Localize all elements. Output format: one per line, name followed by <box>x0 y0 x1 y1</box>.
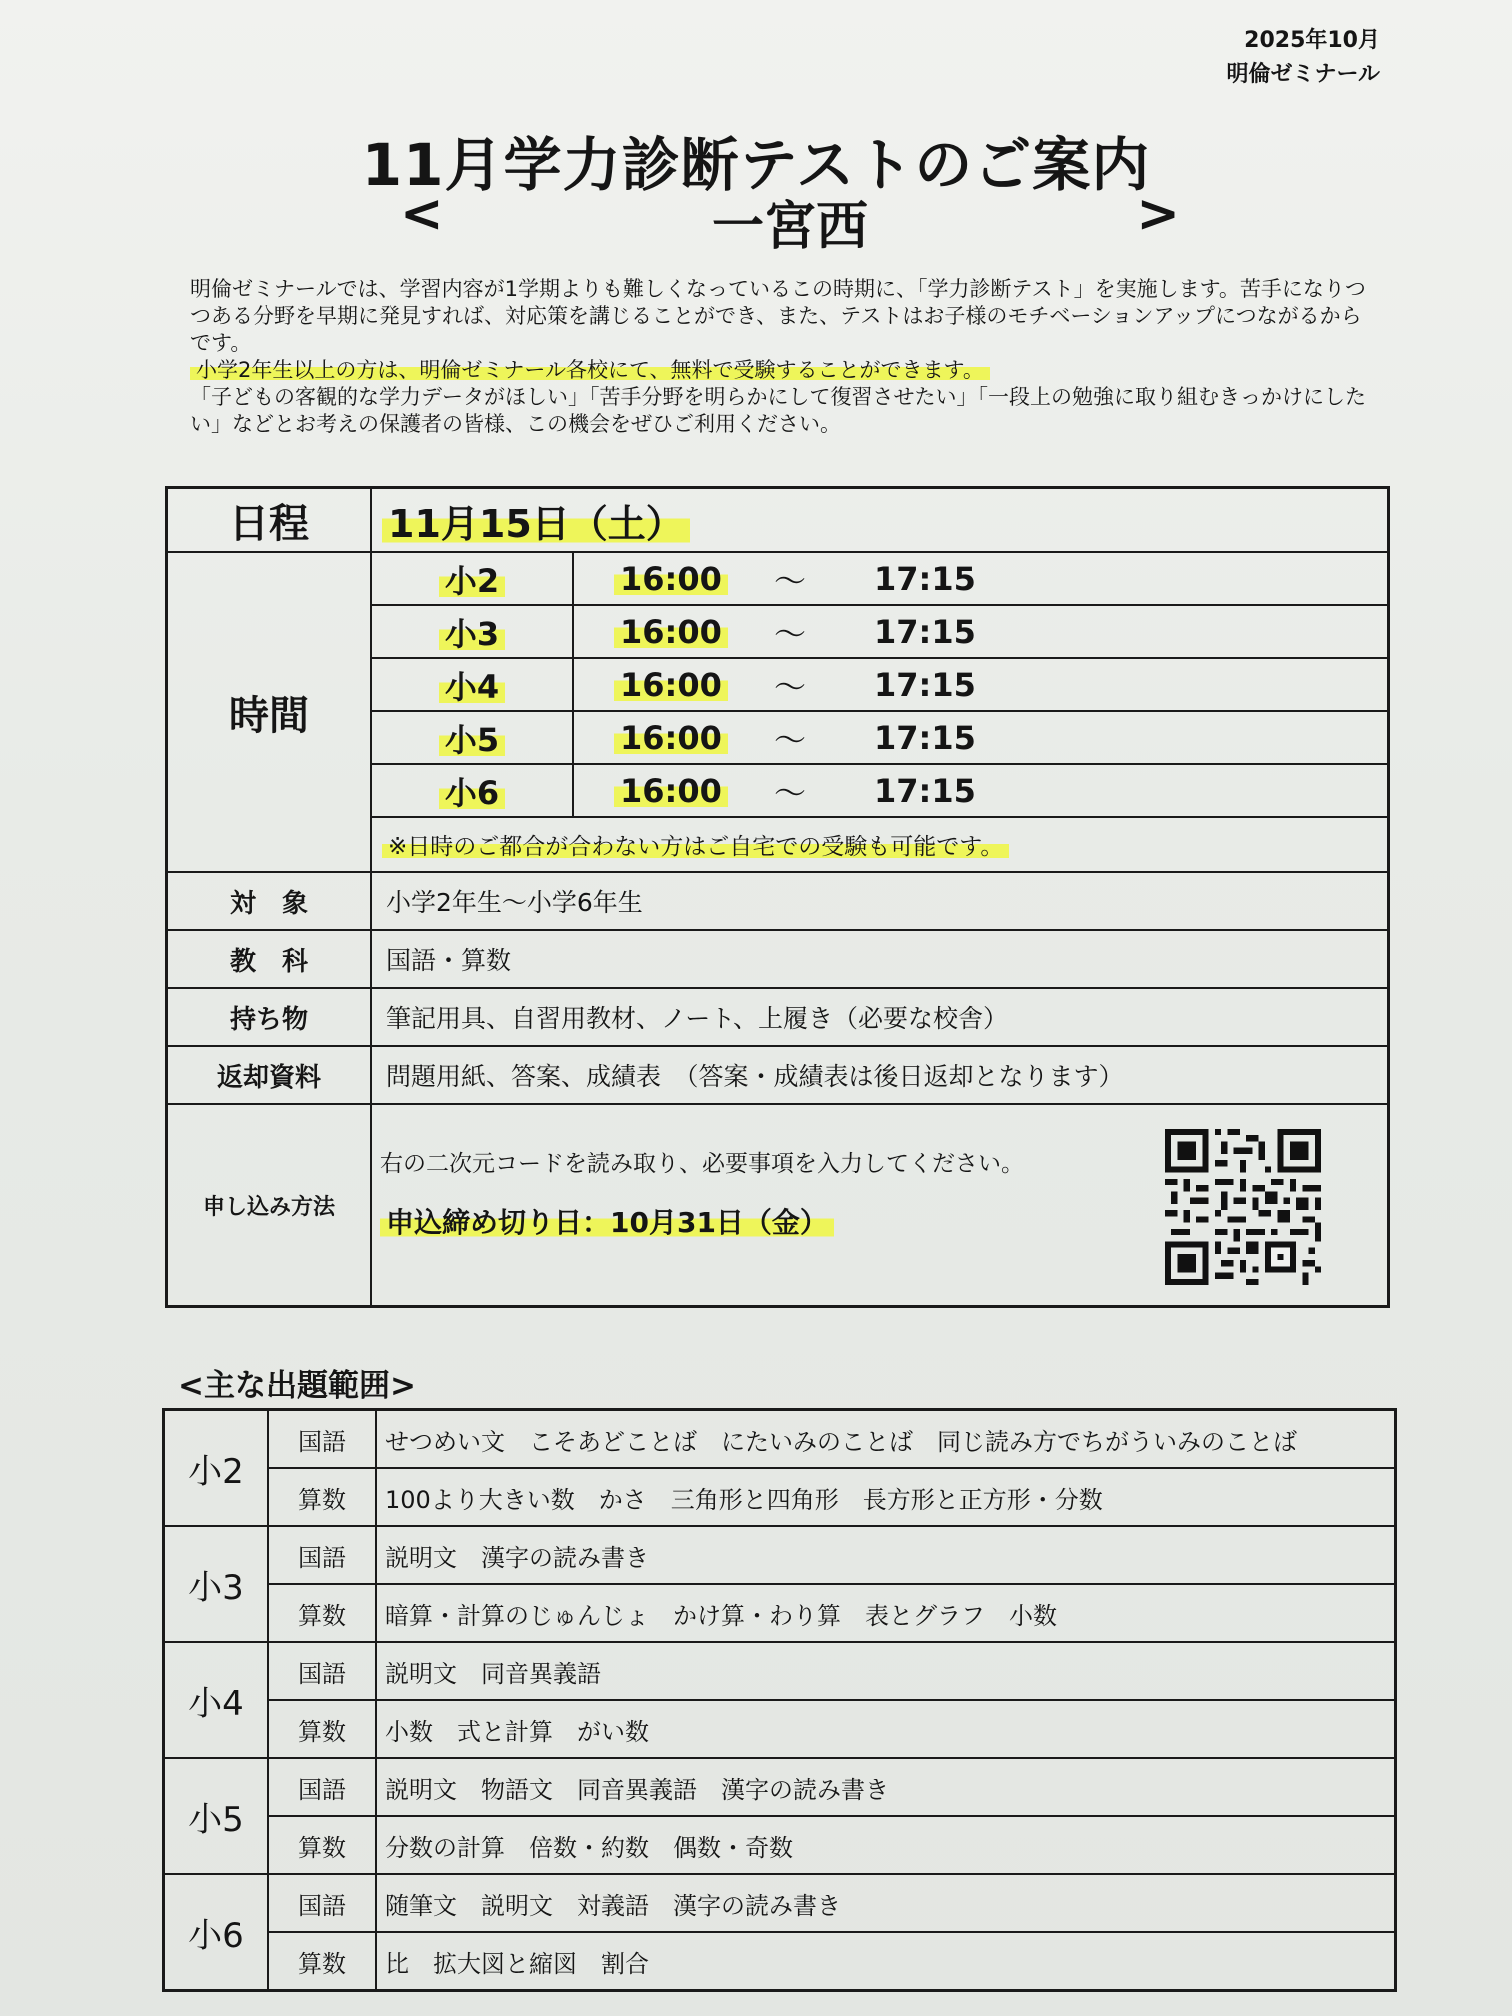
range-topics: 説明文 物語文 同音異義語 漢字の読み書き <box>376 1758 1396 1816</box>
time-start: 16:00 <box>573 658 774 711</box>
header-meta <box>1226 24 1380 92</box>
issue-date: 2025年10月 <box>1244 28 1380 53</box>
range-topics: 随筆文 説明文 対義語 漢字の読み書き <box>376 1874 1396 1932</box>
range-grade: 小4 <box>164 1642 269 1758</box>
range-subject: 国語 <box>268 1410 376 1469</box>
range-topics: 100より大きい数 かさ 三角形と四角形 長方形と正方形・分数 <box>376 1468 1396 1526</box>
range-subject: 国語 <box>268 1874 376 1932</box>
page-title: 11月学力診断テストのご案内 <box>361 131 1151 199</box>
time-row <box>167 552 1389 872</box>
range-subject: 国語 <box>268 1758 376 1816</box>
time-row-item <box>372 605 1387 658</box>
apply-deadline <box>380 1201 834 1241</box>
range-subject: 算数 <box>268 1932 376 1991</box>
time-end: 17:15 <box>874 711 1387 764</box>
range-heading: <主な出題範囲> <box>178 1368 416 1404</box>
range-grade: 小2 <box>164 1410 269 1527</box>
time-separator: ～ <box>774 553 874 605</box>
range-row <box>164 1468 1396 1526</box>
date-label: 日程 <box>167 488 372 553</box>
subject-label: 教 科 <box>167 930 372 988</box>
return-value: 問題用紙、答案、成績表 （答案・成績表は後日返却となります） <box>371 1046 1389 1104</box>
school-subtitle <box>400 184 1180 257</box>
school-name: 一宮西 <box>711 197 868 257</box>
range-topics: 説明文 同音異義語 <box>376 1642 1396 1700</box>
range-grade: 小6 <box>164 1874 269 1991</box>
range-topics: 説明文 漢字の読み書き <box>376 1526 1396 1584</box>
apply-label: 申し込み方法 <box>167 1104 372 1307</box>
apply-row <box>167 1104 1389 1307</box>
range-subject: 国語 <box>268 1526 376 1584</box>
range-topics: 暗算・計算のじゅんじょ かけ算・わり算 表とグラフ 小数 <box>376 1584 1396 1642</box>
time-start: 16:00 <box>573 711 774 764</box>
range-topics: 比 拡大図と縮図 割合 <box>376 1932 1396 1991</box>
date-value: 11月15日（土） <box>382 502 690 546</box>
organization-name: 明倫ゼミナール <box>1226 62 1380 87</box>
range-subject: 算数 <box>268 1816 376 1874</box>
date-value-cell <box>371 488 1389 553</box>
subject-row <box>167 930 1389 988</box>
time-start: 16:00 <box>573 764 774 817</box>
time-separator: ～ <box>774 764 874 817</box>
range-subject: 算数 <box>268 1584 376 1642</box>
time-grid <box>372 553 1387 818</box>
time-grade: 小3 <box>372 605 573 658</box>
time-separator: ～ <box>774 711 874 764</box>
time-row-item <box>372 711 1387 764</box>
range-topics: せつめい文 こそあどことば にたいみのことば 同じ読み方でちがういみのことば <box>376 1410 1396 1469</box>
range-row <box>164 1874 1396 1932</box>
subject-value: 国語・算数 <box>371 930 1389 988</box>
items-value: 筆記用具、自習用教材、ノート、上履き（必要な校舎） <box>371 988 1389 1046</box>
range-row <box>164 1410 1396 1469</box>
left-bracket: < <box>400 184 444 244</box>
time-grade: 小6 <box>372 764 573 817</box>
range-topics: 分数の計算 倍数・約数 偶数・奇数 <box>376 1816 1396 1874</box>
time-grade: 小5 <box>372 711 573 764</box>
intro-text <box>190 276 1370 438</box>
time-grade: 小4 <box>372 658 573 711</box>
time-end: 17:15 <box>874 658 1387 711</box>
intro-paragraph-3: 「子どもの客観的な学力データがほしい」「苦手分野を明らかにして復習させたい」「一段上の勉強に取り組むきっかけにしたい」などとお考えの保護者の皆様、この機会をぜひご利用ください。 <box>190 385 1366 436</box>
range-subject: 国語 <box>268 1642 376 1700</box>
date-row <box>167 488 1389 553</box>
right-bracket: > <box>1136 184 1180 244</box>
apply-cell <box>371 1104 1389 1307</box>
time-start: 16:00 <box>573 605 774 658</box>
time-separator: ～ <box>774 658 874 711</box>
time-separator: ～ <box>774 605 874 658</box>
intro-highlight: 小学2年生以上の方は、明倫ゼミナール各校にて、無料で受験することができます。 <box>190 358 990 382</box>
time-start: 16:00 <box>573 553 774 605</box>
time-end: 17:15 <box>874 553 1387 605</box>
time-grade: 小2 <box>372 553 573 605</box>
apply-instructions: 右の二次元コードを読み取り、必要事項を入力してください。 <box>380 1151 1024 1177</box>
range-topics: 小数 式と計算 がい数 <box>376 1700 1396 1758</box>
target-label: 対 象 <box>167 872 372 930</box>
range-table <box>162 1408 1397 1992</box>
qr-code-icon[interactable] <box>1165 1129 1321 1285</box>
time-end: 17:15 <box>874 605 1387 658</box>
target-row <box>167 872 1389 930</box>
return-label: 返却資料 <box>167 1046 372 1104</box>
range-row <box>164 1816 1396 1874</box>
items-label: 持ち物 <box>167 988 372 1046</box>
range-row <box>164 1758 1396 1816</box>
range-row <box>164 1932 1396 1991</box>
time-label: 時間 <box>167 552 372 872</box>
intro-paragraph-2 <box>190 357 1370 384</box>
range-row <box>164 1642 1396 1700</box>
time-note-text: ※日時のご都合が合わない方はご自宅での受験も可能です。 <box>382 834 1009 860</box>
time-note <box>372 818 1387 871</box>
items-row <box>167 988 1389 1046</box>
time-end: 17:15 <box>874 764 1387 817</box>
target-value: 小学2年生～小学6年生 <box>371 872 1389 930</box>
range-row <box>164 1526 1396 1584</box>
range-grade: 小5 <box>164 1758 269 1874</box>
time-cell <box>371 552 1389 872</box>
range-row <box>164 1584 1396 1642</box>
time-row-item <box>372 553 1387 605</box>
range-subject: 算数 <box>268 1468 376 1526</box>
schedule-table <box>165 486 1390 1308</box>
range-subject: 算数 <box>268 1700 376 1758</box>
return-row <box>167 1046 1389 1104</box>
intro-paragraph-1: 明倫ゼミナールでは、学習内容が1学期よりも難しくなっているこの時期に、「学力診断テスト」を実施します。苦手になりつつある分野を早期に発見すれば、対応策を講じることができ、また、テストはお子様のモチベーションアップにつながるからです。 <box>190 277 1366 355</box>
apply-deadline-text: 申込締め切り日：10月31日（金） <box>380 1206 834 1239</box>
time-row-item <box>372 764 1387 817</box>
range-row <box>164 1700 1396 1758</box>
range-grade: 小3 <box>164 1526 269 1642</box>
time-row-item <box>372 658 1387 711</box>
